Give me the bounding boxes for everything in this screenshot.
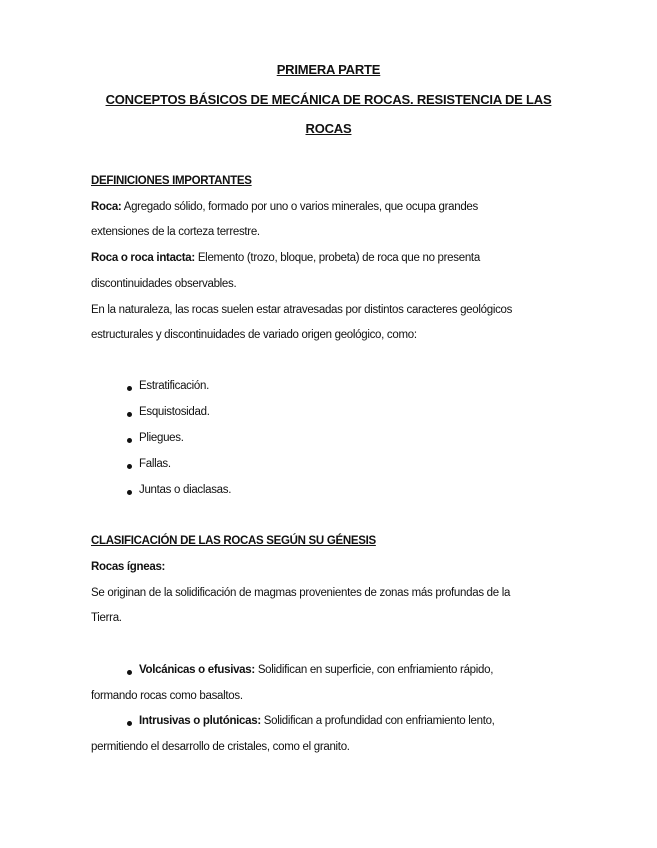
def-intacta-text: Elemento (trozo, bloque, probeta) de roca que no presenta <box>194 252 480 264</box>
list-item: Fallas. <box>139 458 171 470</box>
paragraph-igneas-1: Se originan de la solidificación de magmas provenientes de zonas más profundas de la <box>91 587 511 599</box>
item-volcanicas <box>139 664 493 676</box>
def-intacta-term: Roca o roca intacta: <box>91 252 195 264</box>
heading-definiciones: DEFINICIONES IMPORTANTES <box>91 175 252 187</box>
bullet-dot <box>127 721 132 726</box>
heading-clasificacion: CLASIFICACIÓN DE LAS ROCAS SEGÚN SU GÉNESIS <box>91 535 376 547</box>
item-intrusivas <box>139 715 495 727</box>
list-item: Esquistosidad. <box>139 406 210 418</box>
def-intacta-cont: discontinuidades observables. <box>91 278 237 290</box>
title-rocas: ROCAS <box>305 121 352 136</box>
volcanicas-text: Solidifican en superficie, con enfriamiento rápido, <box>254 664 494 676</box>
list-item: Juntas o diaclasas. <box>139 484 232 496</box>
bullet-dot <box>127 438 132 443</box>
def-roca-text: Agregado sólido, formado por uno o varios minerales, que ocupa grandes <box>121 201 478 213</box>
def-roca-term: Roca: <box>91 201 122 213</box>
list-item: Estratificación. <box>139 380 209 392</box>
bullet-dot <box>127 490 132 495</box>
title-primera-parte: PRIMERA PARTE <box>276 62 381 77</box>
volcanicas-term: Volcánicas o efusivas: <box>139 664 255 676</box>
subheading-rocas-igneas: Rocas ígneas: <box>91 561 166 573</box>
volcanicas-cont: formando rocas como basaltos. <box>91 690 243 702</box>
paragraph-naturaleza-1: En la naturaleza, las rocas suelen estar atravesadas por distintos caracteres geológicos <box>91 304 513 316</box>
def-roca-cont: extensiones de la corteza terrestre. <box>91 226 260 238</box>
title-conceptos: CONCEPTOS BÁSICOS DE MECÁNICA DE ROCAS. RESISTENCIA DE LAS <box>105 92 552 107</box>
bullet-dot <box>127 412 132 417</box>
paragraph-naturaleza-2: estructurales y discontinuidades de variado origen geológico, como: <box>91 329 417 341</box>
def-roca <box>91 201 478 213</box>
intrusivas-text: Solidifican a profundidad con enfriamiento lento, <box>260 715 495 727</box>
def-intacta <box>91 252 480 264</box>
bullet-dot <box>127 464 132 469</box>
bullet-dot <box>127 670 132 675</box>
list-item: Pliegues. <box>139 432 184 444</box>
intrusivas-term: Intrusivas o plutónicas: <box>139 715 261 727</box>
intrusivas-cont: permitiendo el desarrollo de cristales, como el granito. <box>91 741 350 753</box>
paragraph-igneas-2: Tierra. <box>91 612 122 624</box>
bullet-dot <box>127 386 132 391</box>
